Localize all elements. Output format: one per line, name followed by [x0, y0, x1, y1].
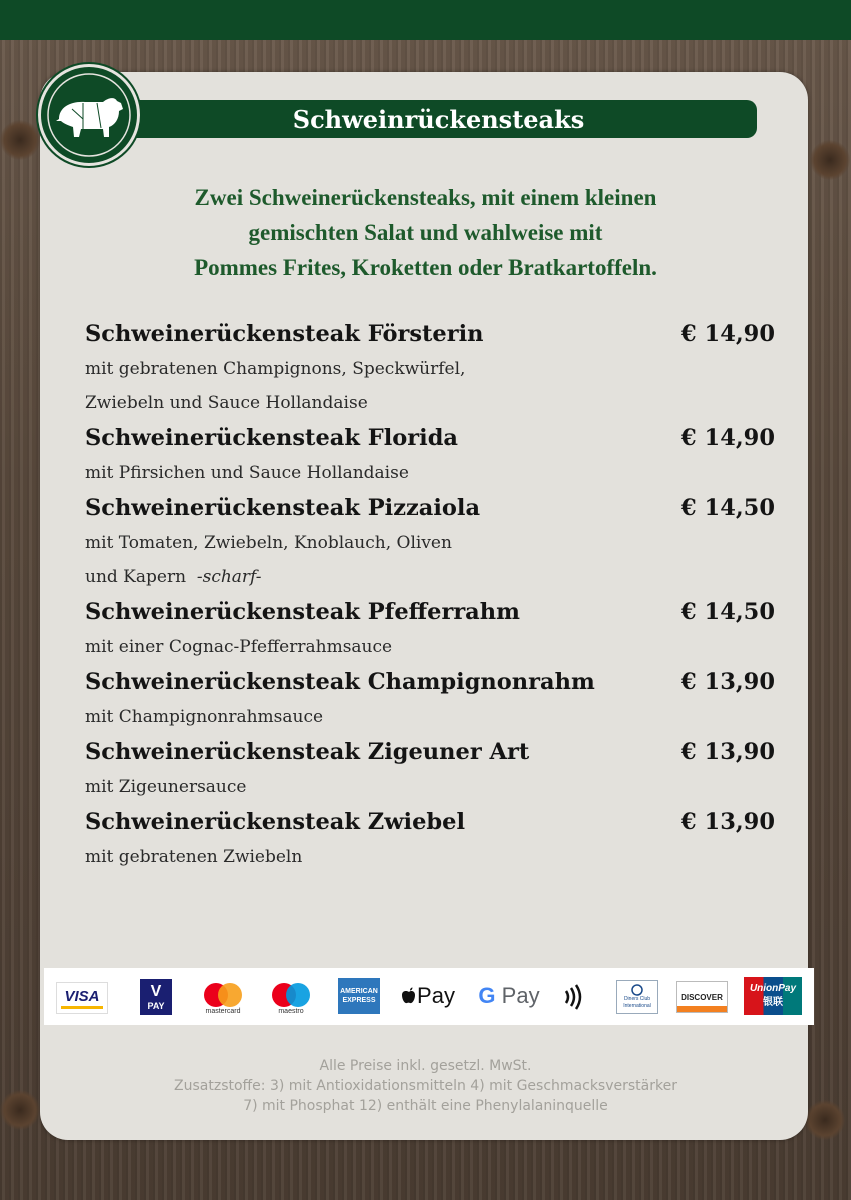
menu-item: [85, 594, 775, 630]
item-description: mit gebratenen Zwiebeln: [85, 847, 303, 867]
discover-icon: DISCOVER: [676, 981, 728, 1013]
intro-text: [60, 180, 791, 285]
footer-line: 7) mit Phosphat 12) enthält eine Phenylalaninquelle: [243, 1098, 608, 1114]
menu-item: [85, 804, 775, 840]
menu-item: [85, 734, 775, 770]
item-price: € 13,90: [681, 809, 775, 835]
mastercard-icon: mastercard: [196, 978, 250, 1018]
menu-item: [85, 316, 775, 352]
item-price: € 14,90: [681, 321, 775, 347]
item-price: € 14,50: [681, 495, 775, 521]
item-description: mit Pfirsichen und Sauce Hollandaise: [85, 463, 409, 483]
item-name: Schweinerückensteak Champignonrahm: [85, 669, 595, 695]
menu-item: [85, 420, 775, 456]
item-name: Schweinerückensteak Florida: [85, 425, 459, 451]
contactless-icon: [556, 980, 590, 1014]
item-description: Zwiebeln und Sauce Hollandaise: [85, 393, 368, 413]
item-name: Schweinerückensteak Zigeuner Art: [85, 739, 530, 765]
wood-knot: [810, 140, 850, 180]
intro-line: gemischten Salat und wahlweise mit: [248, 220, 603, 245]
logo-seal: [38, 64, 140, 166]
footer-line: Zusatzstoffe: 3) mit Antioxidationsmitteln 4) mit Geschmacksverstärker: [174, 1078, 677, 1094]
item-name: Schweinerückensteak Zwiebel: [85, 809, 466, 835]
page-title: Schweinrückensteaks: [120, 100, 757, 138]
footer-line: Alle Preise inkl. gesetzl. MwSt.: [319, 1058, 532, 1074]
item-description-text: und Kapern: [85, 567, 187, 587]
diners-club-icon: Diners Club International: [616, 980, 658, 1014]
item-price: € 13,90: [681, 739, 775, 765]
maestro-icon: maestro: [264, 978, 318, 1018]
pig-icon: [41, 67, 137, 163]
top-bar: [0, 0, 851, 40]
wood-knot: [805, 1100, 845, 1140]
item-price: € 13,90: [681, 669, 775, 695]
google-pay-icon: G Pay: [478, 983, 540, 1008]
menu-items: [85, 316, 775, 874]
item-description: mit Zigeunersauce: [85, 777, 247, 797]
item-name: Schweinerückensteak Försterin: [85, 321, 484, 347]
spicy-note: -scharf-: [196, 567, 262, 587]
item-description: mit einer Cognac-Pfefferrahmsauce: [85, 637, 393, 657]
item-price: € 14,50: [681, 599, 775, 625]
item-description: mit gebratenen Champignons, Speckwürfel,: [85, 359, 466, 379]
item-description: mit Champignonrahmsauce: [85, 707, 324, 727]
footer-notes: [60, 1056, 791, 1116]
wood-knot: [0, 1090, 40, 1130]
item-description: [85, 560, 775, 594]
visa-icon: VISA: [56, 982, 108, 1014]
intro-line: Zwei Schweinerückensteaks, mit einem kleinen: [194, 185, 657, 210]
item-description: mit Tomaten, Zwiebeln, Knoblauch, Oliven: [85, 533, 452, 553]
amex-icon: AMERICAN EXPRESS: [338, 978, 380, 1014]
apple-pay-icon: Pay: [398, 980, 458, 1012]
item-name: Schweinerückensteak Pfefferrahm: [85, 599, 520, 625]
intro-line: Pommes Frites, Kroketten oder Bratkartoffeln.: [194, 255, 657, 280]
vpay-icon: V PAY: [140, 979, 172, 1015]
wood-knot: [0, 120, 40, 160]
payment-methods-strip: [44, 968, 814, 1025]
menu-item: [85, 664, 775, 700]
menu-item: [85, 490, 775, 526]
item-price: € 14,90: [681, 425, 775, 451]
item-name: Schweinerückensteak Pizzaiola: [85, 495, 481, 521]
unionpay-icon: UnionPay 银联: [744, 977, 802, 1015]
